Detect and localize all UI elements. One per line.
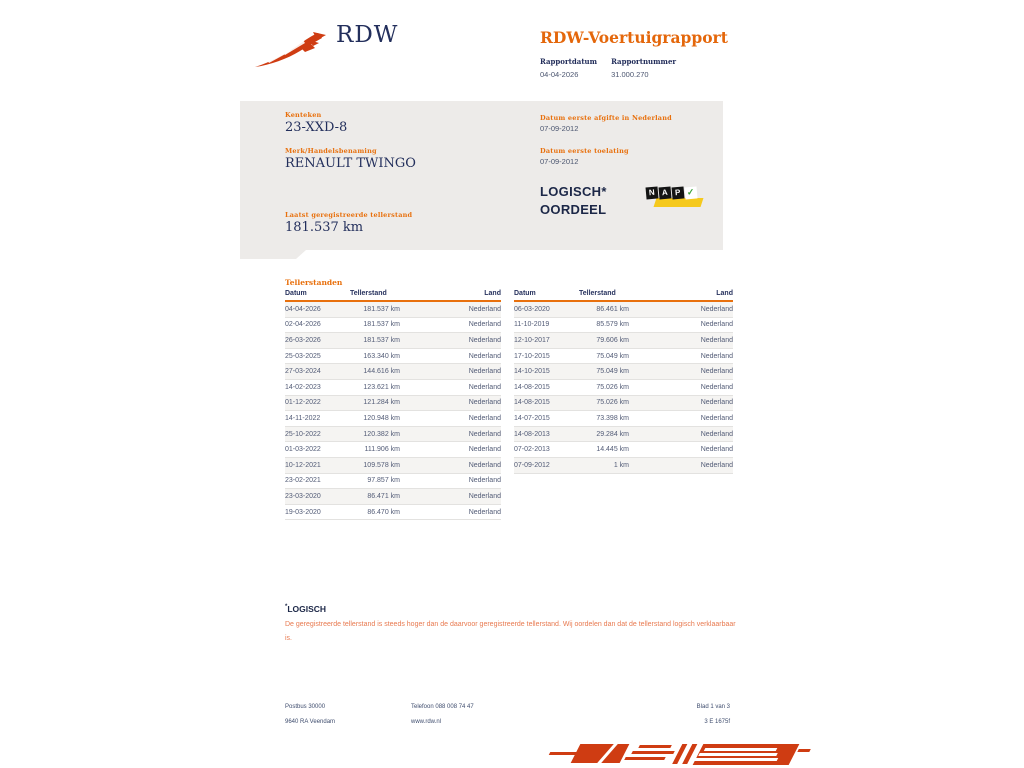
table-row <box>514 333 733 349</box>
cell-datum: 26-03-2026 <box>285 336 321 344</box>
decorative-stripe <box>631 751 675 754</box>
cell-datum: 07-09-2012 <box>514 461 550 469</box>
cell-land: Nederland <box>468 461 501 469</box>
cell-tellerstand: 144.616 km <box>363 368 400 376</box>
tellerstand-label: Laatst geregistreerde tellerstand <box>285 211 413 219</box>
col-header-datum: Datum <box>285 290 307 297</box>
merk-value: RENAULT TWINGO <box>285 156 416 171</box>
cell-tellerstand: 163.340 km <box>363 352 400 360</box>
table-header-row <box>514 290 733 302</box>
col-header-land: Land <box>484 290 501 297</box>
cell-land: Nederland <box>468 446 501 454</box>
decorative-stripe <box>698 753 777 756</box>
col-header-tellerstand: Tellerstand <box>350 290 387 297</box>
cell-land: Nederland <box>700 461 733 469</box>
oordeel-line2: OORDEEL <box>540 202 607 217</box>
cell-tellerstand: 1 km <box>613 461 629 469</box>
footnote-asterisk: * <box>285 604 288 611</box>
col-header-datum: Datum <box>514 290 536 297</box>
cell-datum: 14-08-2013 <box>514 430 550 438</box>
cell-tellerstand: 181.537 km <box>363 321 400 329</box>
cell-land: Nederland <box>700 399 733 407</box>
cell-land: Nederland <box>468 336 501 344</box>
cell-land: Nederland <box>468 430 501 438</box>
cell-tellerstand: 29.284 km <box>596 430 629 438</box>
cell-datum: 12-10-2017 <box>514 336 550 344</box>
merk-label: Merk/Handelsbenaming <box>285 147 377 155</box>
cell-datum: 14-11-2022 <box>285 414 321 422</box>
cell-datum: 25-03-2025 <box>285 352 321 360</box>
table-row <box>285 364 501 380</box>
cell-datum: 14-02-2023 <box>285 383 321 391</box>
cell-tellerstand: 181.537 km <box>363 305 400 313</box>
report-date-label: Rapportdatum <box>540 57 598 66</box>
cell-tellerstand: 120.382 km <box>363 430 400 438</box>
footnote-title <box>285 604 326 614</box>
cell-datum: 06-03-2020 <box>514 305 550 313</box>
afgifte-value: 07-09-2012 <box>540 124 579 133</box>
cell-land: Nederland <box>468 508 501 516</box>
footer-page-info <box>600 700 730 730</box>
table-row <box>285 318 501 334</box>
decorative-stripe <box>638 745 672 748</box>
kenteken-label: Kenteken <box>285 111 322 119</box>
nap-checkmark-icon: ✓ <box>685 187 697 199</box>
oordeel-line1: LOGISCH* <box>540 184 607 199</box>
footer-decorative-pattern <box>538 741 812 768</box>
table-row <box>514 380 733 396</box>
cell-land: Nederland <box>468 383 501 391</box>
table-row <box>285 380 501 396</box>
cell-tellerstand: 123.621 km <box>363 383 400 391</box>
table-row <box>285 474 501 490</box>
cell-tellerstand: 121.284 km <box>363 399 400 407</box>
cell-land: Nederland <box>700 305 733 313</box>
cell-land: Nederland <box>468 399 501 407</box>
table-row <box>285 505 501 521</box>
cell-datum: 10-12-2021 <box>285 461 321 469</box>
nap-letter-p-icon: P <box>672 187 684 199</box>
footer-address-line2: 9640 RA Veendam <box>285 719 336 725</box>
table-row <box>514 349 733 365</box>
tellerstanden-section-title: Tellerstanden <box>285 278 343 287</box>
table-row <box>285 302 501 318</box>
table-row <box>285 396 501 412</box>
footnote-title-text: LOGISCH <box>287 604 327 614</box>
table-row <box>285 349 501 365</box>
table-body <box>285 302 501 520</box>
cell-land: Nederland <box>700 414 733 422</box>
cell-datum: 14-08-2015 <box>514 399 550 407</box>
cell-tellerstand: 14.445 km <box>596 446 629 454</box>
nap-logo <box>646 185 706 209</box>
report-date-field <box>540 57 597 79</box>
cell-datum: 14-08-2015 <box>514 383 550 391</box>
cell-land: Nederland <box>700 383 733 391</box>
cell-datum: 23-02-2021 <box>285 477 321 485</box>
tellerstand-value: 181.537 km <box>285 220 364 235</box>
tellerstanden-table-left <box>285 290 501 520</box>
cell-tellerstand: 85.579 km <box>596 321 629 329</box>
decorative-stripe <box>797 749 811 752</box>
cell-land: Nederland <box>700 446 733 454</box>
footnote-text: De geregistreerde tellerstand is steeds hoger dan de daarvoor geregistreerde tellerstand. Wij oordelen dan dat de tellerstand logisch verklaarbaar is. <box>285 621 736 642</box>
cell-land: Nederland <box>468 414 501 422</box>
table-row <box>514 364 733 380</box>
cell-land: Nederland <box>468 352 501 360</box>
kenteken-value: 23-XXD-8 <box>285 120 348 135</box>
oordeel-verdict <box>540 183 607 219</box>
cell-land: Nederland <box>468 492 501 500</box>
cell-datum: 02-04-2026 <box>285 321 321 329</box>
report-date-value: 04-04-2026 <box>540 70 579 79</box>
toelating-label: Datum eerste toelating <box>540 147 629 155</box>
nap-yellow-bar <box>654 198 704 207</box>
table-header-row <box>285 290 501 302</box>
table-row <box>514 396 733 412</box>
cell-tellerstand: 111.906 km <box>364 446 400 454</box>
cell-tellerstand: 86.461 km <box>596 305 629 313</box>
table-body <box>514 302 733 474</box>
cell-land: Nederland <box>700 430 733 438</box>
table-row <box>285 442 501 458</box>
table-row <box>514 302 733 318</box>
cell-tellerstand: 75.026 km <box>596 383 629 391</box>
footer-address <box>285 700 335 730</box>
brand-wordmark: RDW <box>336 22 399 48</box>
table-row <box>285 333 501 349</box>
table-row <box>285 427 501 443</box>
table-row <box>514 442 733 458</box>
cell-land: Nederland <box>468 368 501 376</box>
page-title: RDW-Voertuigrapport <box>540 28 728 47</box>
panel-tab-decoration <box>240 250 306 259</box>
cell-tellerstand: 75.049 km <box>596 352 629 360</box>
cell-tellerstand: 75.049 km <box>596 368 629 376</box>
cell-datum: 07-02-2013 <box>514 446 550 454</box>
cell-datum: 27-03-2024 <box>285 368 321 376</box>
report-meta <box>540 57 676 79</box>
cell-datum: 17-10-2015 <box>514 352 550 360</box>
cell-land: Nederland <box>700 321 733 329</box>
footer-website: www.rdw.nl <box>411 719 442 725</box>
cell-datum: 25-10-2022 <box>285 430 321 438</box>
col-header-land: Land <box>716 290 733 297</box>
cell-datum: 19-03-2020 <box>285 508 321 516</box>
cell-tellerstand: 181.537 km <box>363 336 400 344</box>
afgifte-label: Datum eerste afgifte in Nederland <box>540 114 672 122</box>
decorative-stripe <box>693 758 778 761</box>
cell-land: Nederland <box>700 368 733 376</box>
rdw-logo-bird-icon <box>253 26 331 72</box>
report-number-value: 31.000.270 <box>611 70 649 79</box>
cell-tellerstand: 109.578 km <box>363 461 400 469</box>
cell-land: Nederland <box>468 321 501 329</box>
toelating-value: 07-09-2012 <box>540 157 579 166</box>
table-row <box>285 458 501 474</box>
cell-datum: 01-03-2022 <box>285 446 321 454</box>
cell-datum: 11-10-2019 <box>514 321 550 329</box>
footer-contact <box>411 700 474 730</box>
nap-letter-n-icon: N <box>646 187 658 199</box>
footer-phone: Telefoon 088 008 74 47 <box>411 704 474 710</box>
decorative-stripe <box>624 757 666 760</box>
cell-datum: 04-04-2026 <box>285 305 321 313</box>
cell-datum: 14-07-2015 <box>514 414 550 422</box>
cell-land: Nederland <box>468 305 501 313</box>
footer-address-line1: Postbus 30000 <box>285 704 326 710</box>
cell-land: Nederland <box>468 477 501 485</box>
nap-letter-a-icon: A <box>659 187 671 199</box>
table-row <box>514 318 733 334</box>
table-row <box>285 489 501 505</box>
table-row <box>514 458 733 474</box>
cell-tellerstand: 75.026 km <box>596 399 629 407</box>
cell-datum: 01-12-2022 <box>285 399 321 407</box>
cell-datum: 14-10-2015 <box>514 368 550 376</box>
decorative-stripe <box>704 748 777 751</box>
cell-tellerstand: 79.606 km <box>596 336 629 344</box>
col-header-tellerstand: Tellerstand <box>579 290 616 297</box>
table-row <box>285 411 501 427</box>
tellerstanden-table-right <box>514 290 733 474</box>
cell-land: Nederland <box>700 336 733 344</box>
cell-tellerstand: 86.470 km <box>367 508 400 516</box>
footer-doc-code: 3 E 1675f <box>704 719 730 725</box>
footer-page-number: Blad 1 van 3 <box>696 704 730 710</box>
report-number-field <box>611 57 676 79</box>
cell-tellerstand: 86.471 km <box>367 492 400 500</box>
report-number-label: Rapportnummer <box>611 57 677 66</box>
table-row <box>514 411 733 427</box>
table-row <box>514 427 733 443</box>
cell-tellerstand: 120.948 km <box>363 414 400 422</box>
cell-tellerstand: 97.857 km <box>367 477 400 485</box>
cell-land: Nederland <box>700 352 733 360</box>
cell-tellerstand: 73.398 km <box>596 414 629 422</box>
cell-datum: 23-03-2020 <box>285 492 321 500</box>
